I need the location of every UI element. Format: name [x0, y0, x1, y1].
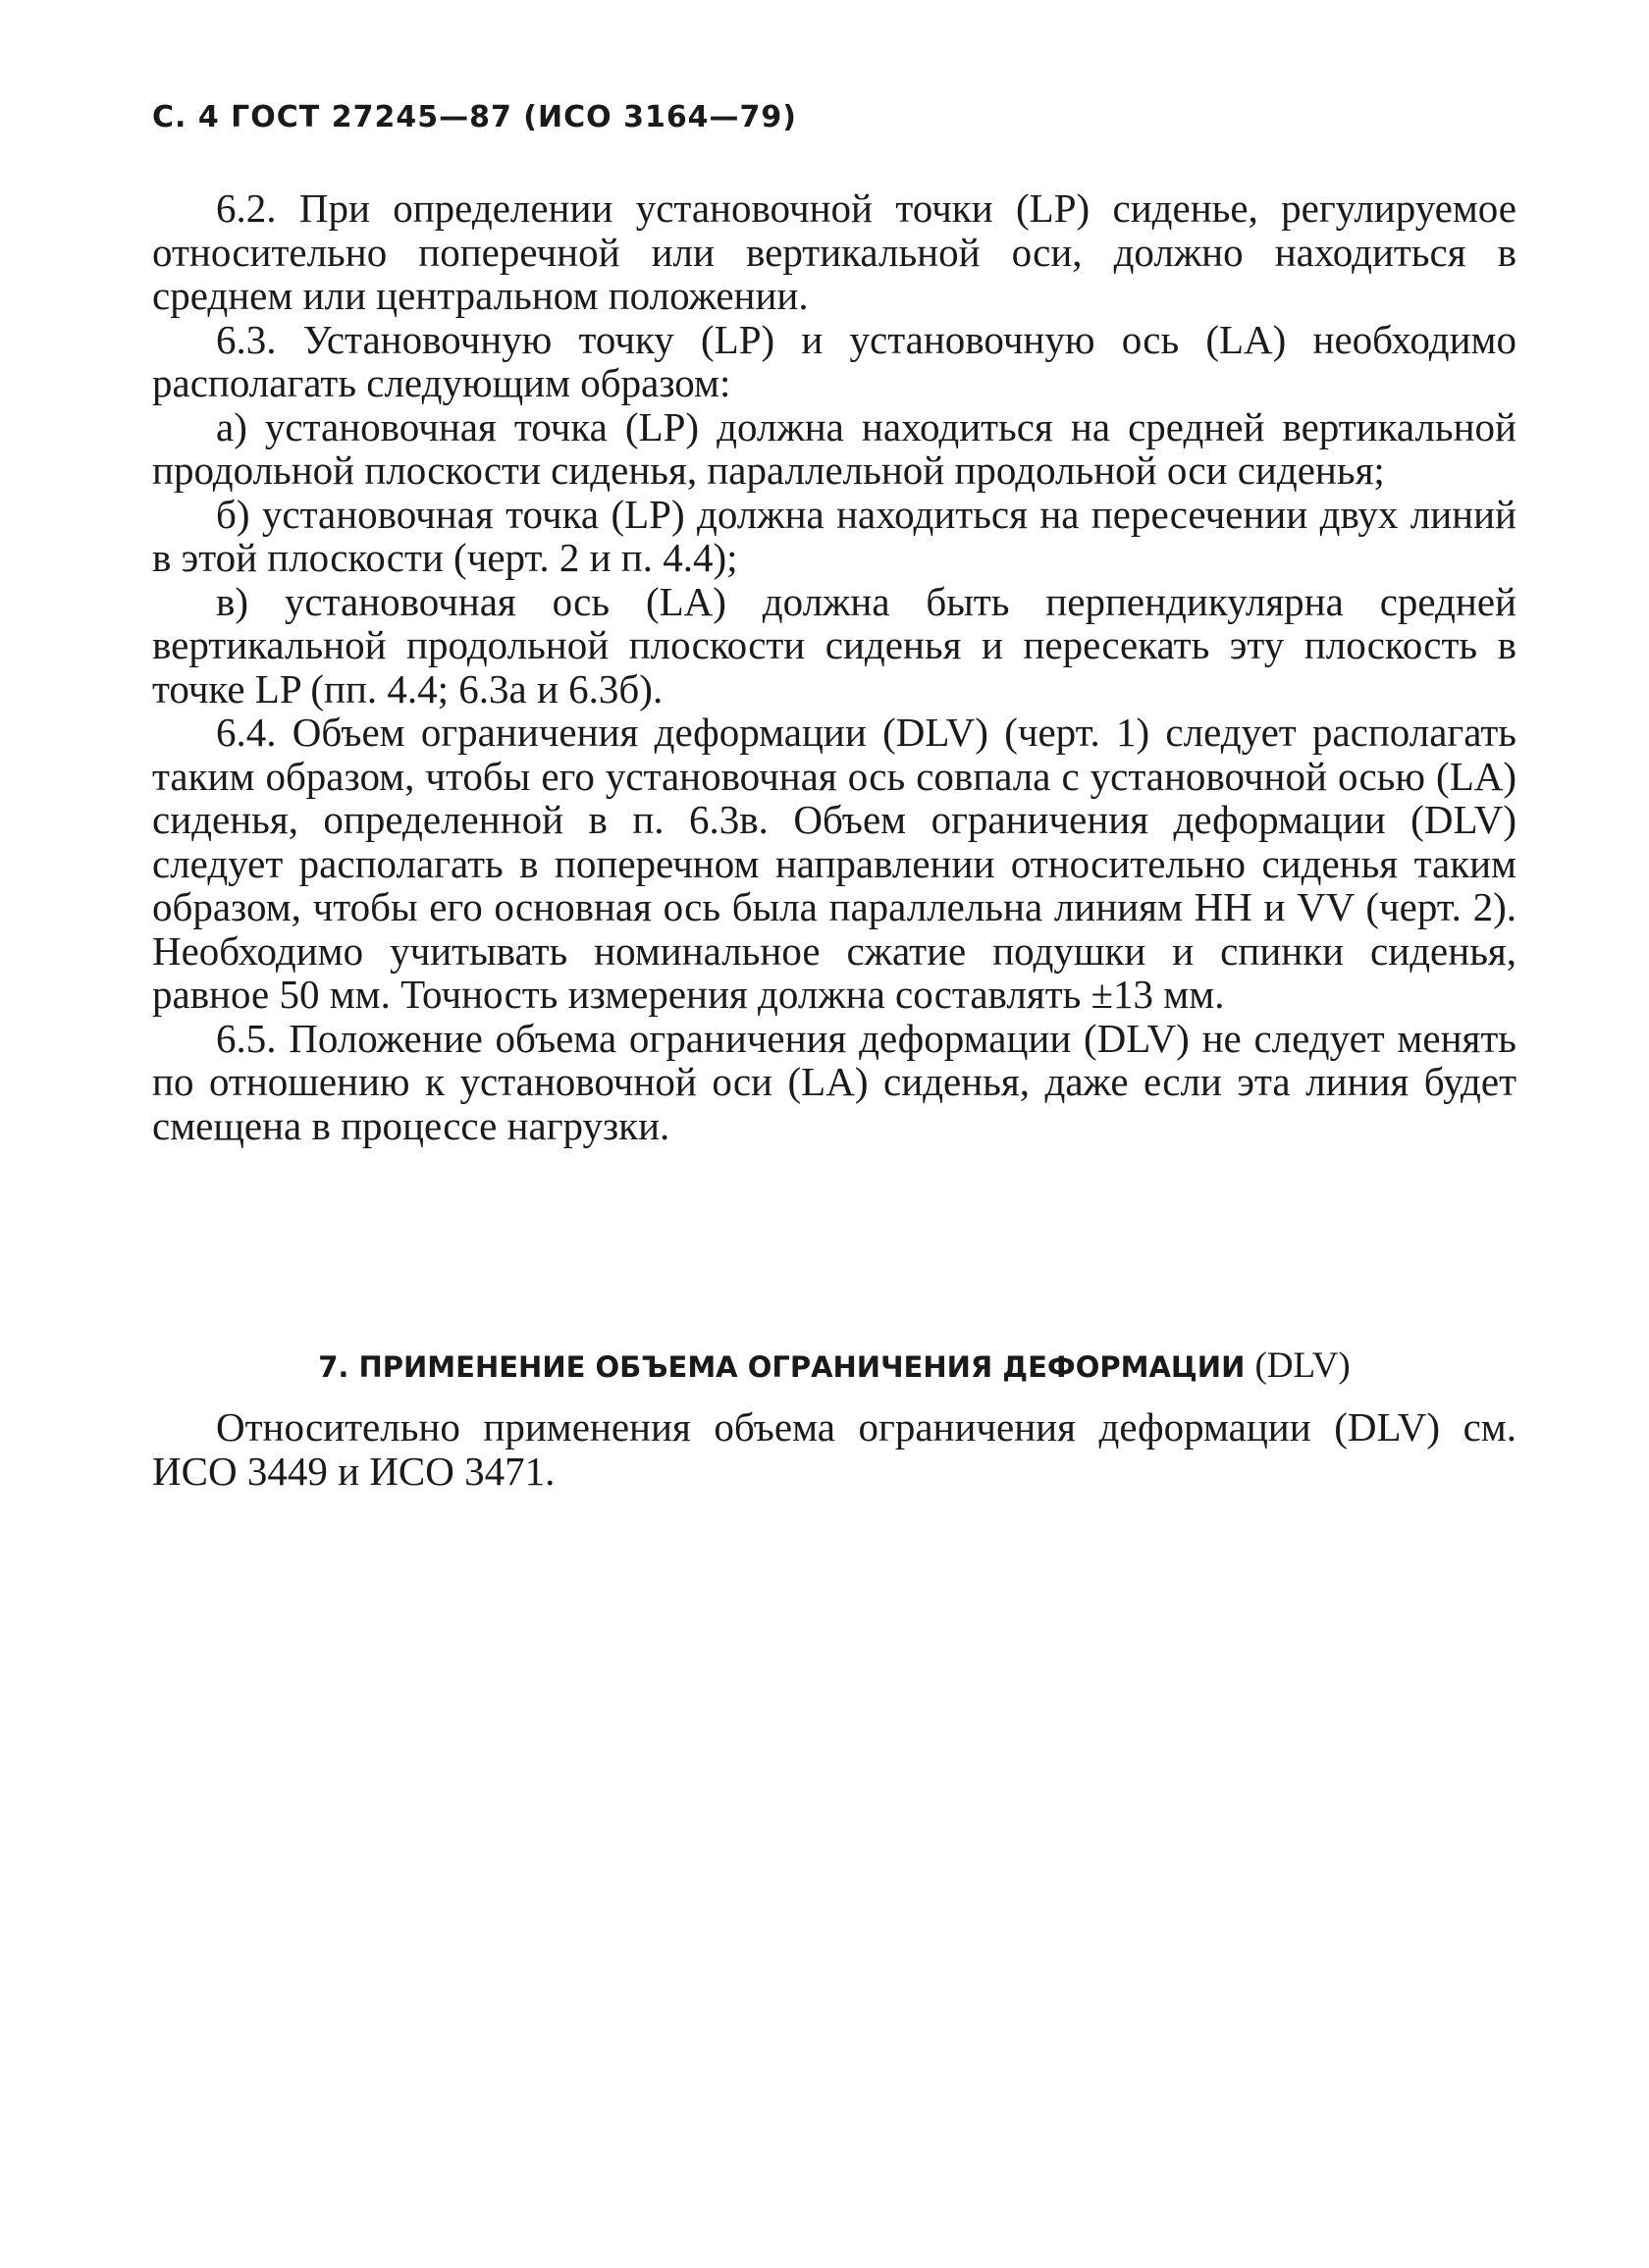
section-7-body [152, 1405, 1516, 1493]
section-7-heading [152, 1345, 1516, 1387]
paragraph-6-2: 6.2. При определении установочной точки (LP) сиденье, регулируемое относительно поперечной или вертикальной оси, должно находиться в среднем или центральном положении. [152, 185, 1516, 318]
paragraph-6-3v: в) установочная ось (LA) должна быть перпендикулярна средней вертикальной продольной плоскости сиденья и пересекать эту плоскость в точке LP (пп. 4.4; 6.3а и 6.3б). [152, 578, 1516, 712]
paragraph-7: Относительно применения объема ограничения деформации (DLV) см. ИСО 3449 и ИСО 3471. [152, 1404, 1516, 1494]
running-head: С. 4 ГОСТ 27245—87 (ИСО 3164—79) [152, 100, 798, 134]
paragraph-6-3b: б) установочная точка (LP) должна находиться на пересечении двух линий в этой плоскости (черт. 2 и п. 4.4); [152, 491, 1516, 580]
paragraph-6-3: 6.3. Установочную точку (LP) и установочную ось (LA) необходимо располагать следующим образом: [152, 316, 1516, 405]
paragraph-6-4: 6.4. Объем ограничения деформации (DLV) (черт. 1) следует располагать таким образом, чтобы его установочная ось совпала с установочной осью (LA) сиденья, определенной в п. 6.3в. Объем ограничения деформации (DLV) следует располагать в поперечном направлении относительно сиденья таким образом, чтобы его основная ось была параллельна линиям НН и VV (черт. 2). Необходимо учитывать номинальное сжатие подушки и спинки сиденья, равное 50 мм. Точность измерения должна составлять ±13 мм. [152, 710, 1516, 1017]
paragraph-6-5: 6.5. Положение объема ограничения деформации (DLV) не следует менять по отношению к установочной оси (LA) сиденья, даже если эта линия будет смещена в процессе нагрузки. [152, 1015, 1516, 1148]
paragraph-6-3a: а) установочная точка (LP) должна находиться на средней вертикальной продольной плоскости сиденья, параллельной продольной оси сиденья; [152, 403, 1516, 493]
section-7-heading-text: 7. ПРИМЕНЕНИЕ ОБЪЕМА ОГРАНИЧЕНИЯ ДЕФОРМАЦИИ [318, 1350, 1246, 1384]
section-6-body [152, 186, 1516, 1147]
section-7-heading-abbr: (DLV) [1254, 1345, 1351, 1386]
